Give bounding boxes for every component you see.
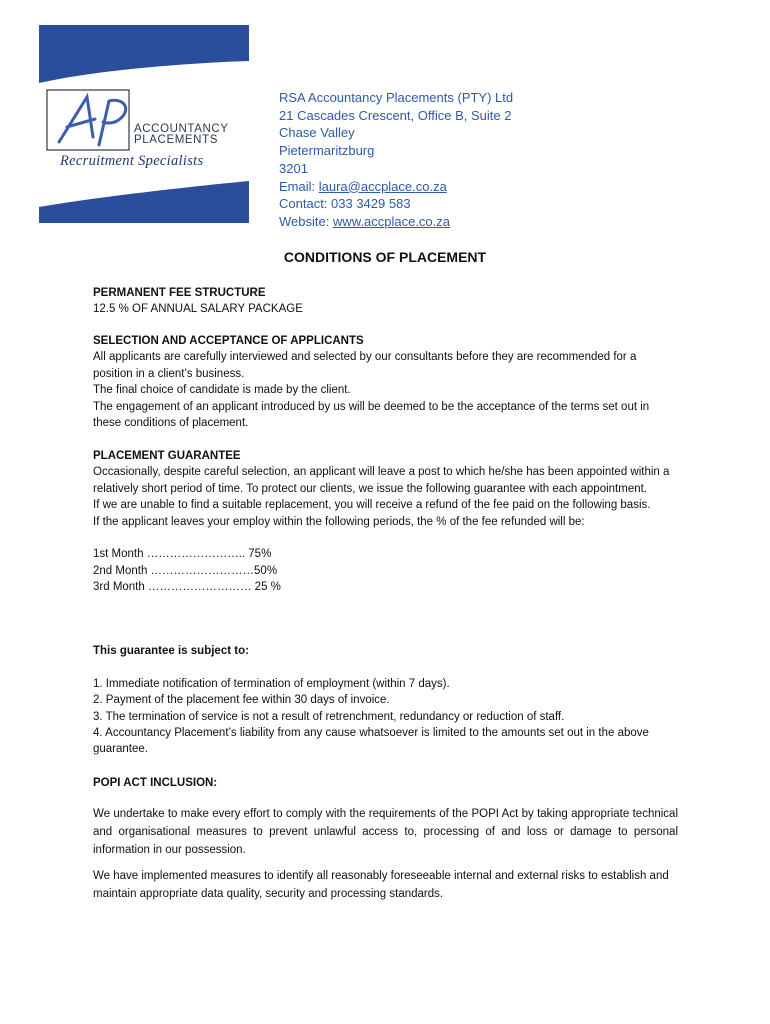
street-address: 21 Cascades Crescent, Office B, Suite 2 — [279, 107, 512, 123]
website-row — [279, 213, 513, 231]
selection-section — [93, 333, 678, 431]
selection-paragraph-2: The final choice of candidate is made by the client. — [93, 384, 351, 397]
popi-paragraph-2: We have implemented measures to identify all reasonably foreseeable internal and external risks to establish and maintain appropriate data quality, security and processing standards. — [93, 870, 669, 901]
document-title: CONDITIONS OF PLACEMENT — [283, 249, 487, 265]
fee-text: 12.5 % OF ANNUAL SALARY PACKAGE — [93, 303, 303, 316]
selection-heading: SELECTION AND ACCEPTANCE OF APPLICANTS — [93, 335, 364, 347]
refund-month-3: 3rd Month ……………………… 25 % — [93, 581, 281, 594]
logo-tagline: Recruitment Specialists — [60, 153, 204, 169]
fee-heading: PERMANENT FEE STRUCTURE — [93, 287, 266, 299]
logo-line1: ACCOUNTANCY — [134, 123, 229, 135]
selection-paragraph-3: The engagement of an applicant introduced by us will be deemed to be the acceptance of the terms set out in these conditions of placement. — [93, 400, 650, 430]
company-logo — [37, 25, 250, 225]
website-link[interactable]: www.accplace.co.za — [332, 213, 451, 229]
refund-month-2: 2nd Month ………………………50% — [93, 564, 278, 577]
guarantee-heading: PLACEMENT GUARANTEE — [93, 450, 241, 462]
condition-item-4: 4. Accountancy Placement’s liability from any cause whatsoever is limited to the amounts set out in the above guarantee. — [93, 727, 649, 756]
refund-month-1: 1st Month …………………….. 75% — [93, 548, 272, 561]
fee-section — [93, 285, 678, 318]
company-address — [279, 89, 513, 231]
monogram-p — [99, 100, 126, 145]
guarantee-paragraph-2: If we are unable to find a suitable replacement, you will receive a refund of the fee paid on the following basis. — [93, 499, 651, 512]
logo-line2: PLACEMENTS — [134, 134, 218, 146]
email-link[interactable]: laura@accplace.co.za — [318, 178, 447, 194]
guarantee-paragraph-3: If the applicant leaves your employ within the following periods, the % of the fee refunded will be: — [93, 515, 585, 528]
address-area: Chase Valley — [279, 125, 355, 141]
contact-number: Contact: 033 3429 583 — [279, 196, 411, 212]
address-city: Pietermaritzburg — [279, 143, 375, 159]
company-name: RSA Accountancy Placements (PTY) Ltd — [279, 90, 514, 105]
conditions-section — [93, 643, 678, 758]
guarantee-paragraph-1: Occasionally, despite careful selection, an applicant will leave a post to which he/she has been appointed within a relatively short period of time. To protect our clients, we issue the following guarantee with each appointment. — [93, 466, 670, 495]
selection-paragraph-1: All applicants are carefully interviewed and selected by our consultants before they are recommended for a position in a client’s business. — [93, 351, 637, 380]
condition-item-2: 2. Payment of the placement fee within 30 days of invoice. — [93, 694, 390, 707]
condition-item-1: 1. Immediate notification of termination of employment (within 7 days). — [93, 677, 450, 690]
postal-code: 3201 — [279, 160, 308, 176]
popi-heading: POPI ACT INCLUSION: — [93, 777, 218, 789]
condition-item-3: 3. The termination of service is not a result of retrenchment, redundancy or reduction of staff. — [93, 710, 565, 723]
popi-paragraph-1: We undertake to make every effort to comply with the requirements of the POPI Act by taking appropriate technical and organisational measures to prevent unlawful access to, processing of and loss or damage to personal information in our possession. — [93, 808, 678, 857]
top-swoosh — [39, 25, 249, 83]
email-label: Email: — [279, 178, 319, 194]
website-label: Website: — [279, 213, 333, 229]
popi-section — [93, 775, 678, 903]
bottom-swoosh — [39, 181, 249, 223]
email-row — [279, 178, 513, 196]
conditions-heading: This guarantee is subject to: — [93, 645, 249, 657]
guarantee-section — [93, 448, 678, 596]
monogram-a — [59, 97, 95, 142]
